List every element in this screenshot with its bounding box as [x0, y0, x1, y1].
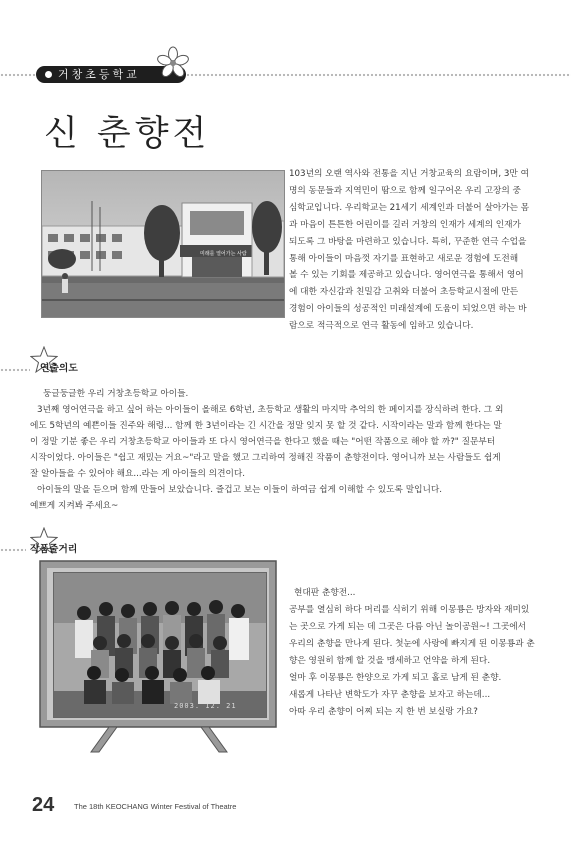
synopsis-line: 현대판 춘향전...: [294, 588, 356, 598]
purpose-line: 이 정말 기분 좋은 우리 거창초등학교 아이들과 또 다시 영어연극을 한다고 했을 때는 "어떤 작품으로 해야 할 까?" 질문부터: [30, 437, 496, 447]
intro-line: 람으로 적극적으로 연극 활동에 임하고 있습니다.: [289, 321, 474, 332]
group-photo: [53, 572, 267, 718]
intro-line: 에 대한 자신감과 친밀감 고취와 더불어 초등학교시절에 만든: [289, 287, 519, 298]
header-dotted-line-right: [186, 73, 571, 78]
intro-line: 심학교입니다. 우리학교는 21세기 세계인과 더불어 살아가는 몸: [289, 202, 530, 213]
synopsis-line: 얼마 후 이몽룡은 한양으로 가게 되고 홀로 남게 된 춘향.: [289, 673, 502, 683]
header-dotted-line-left: [0, 73, 38, 78]
school-building-photo: [41, 170, 285, 318]
intro-line: 경험이 아이들의 성공적인 미래설계에 도움이 되었으면 하는 바: [289, 304, 527, 315]
purpose-line: 시작이었다. 아이들은 "쉽고 재밌는 거요~"라고 말을 했고 그리하여 정해진 작품이 춘향전이다. 영어니까 보는 사람들도 쉽게: [30, 453, 501, 463]
intro-line: 과 마음이 튼튼한 어린이를 길러 거창의 인재가 세계의 인재가: [289, 219, 521, 230]
purpose-line: 예쁘게 지켜봐 주세요~: [30, 501, 119, 511]
synopsis-dotted-line: [0, 548, 26, 553]
synopsis-line: 우리의 춘향을 만나게 된다. 첫눈에 사랑에 빠지게 된 이몽룡과 춘: [289, 639, 535, 649]
synopsis-line: 향은 영원히 함께 할 것을 맹세하고 언약을 하게 된다.: [289, 656, 491, 666]
purpose-line: 3년째 영어연극을 하고 싶어 하는 아이들이 올해로 6학년, 초등학교 생활의 마지막 추억의 한 페이지를 장식하려 한다. 그 외: [37, 405, 504, 415]
page-number: 24: [32, 794, 55, 816]
purpose-line: 에도 5학년의 예쁜이들 진주와 해령... 함께 한 3년이라는 긴 시간을 정말 잊지 못 할 것 같다. 시작이라는 말과 함께 한다는 말: [30, 421, 502, 431]
intro-line: 되도록 그 바탕을 마련하고 있습니다. 특히, 꾸준한 연극 수업을: [289, 236, 527, 247]
purpose-heading: 연출의도: [40, 363, 78, 374]
purpose-line: 아이들의 말을 듣으며 함께 만들어 보았습니다. 즐겁고 보는 이들이 하여금 쉽게 이해할 수 있도록 말입니다.: [37, 485, 443, 495]
photo-date-stamp: 2003. 12. 21: [174, 702, 237, 710]
tag-bullet-icon: [45, 71, 52, 78]
flower-icon: [156, 46, 190, 80]
page-title: 신 춘향전: [44, 114, 211, 154]
intro-line: 명의 동문들과 지역민이 땀으로 함께 일구어온 우리 고장의 중: [289, 185, 521, 196]
synopsis-line: 는 곳으로 가게 되는 데 그곳은 다름 아닌 놀이공원~! 그곳에서: [289, 622, 527, 632]
tag-label: 거창초등학교: [58, 68, 140, 81]
intro-line: 통해 아이들이 마음껏 자기를 표현하고 새로운 경험에 도전해: [289, 253, 519, 264]
purpose-line: 둥글둥글한 우리 거창초등학교 아이들.: [43, 389, 189, 399]
school-intro-paragraph: [289, 166, 535, 335]
intro-line: 103년의 오랜 역사와 전통을 지닌 거창교육의 요람이며, 3만 여: [289, 169, 529, 179]
school-sign-text: 미래를 열어가는 사람: [200, 251, 247, 257]
purpose-dotted-line: [0, 368, 30, 373]
synopsis-line: 아따 우리 춘향이 어찌 되는 지 한 번 보실랑 가요?: [289, 707, 478, 717]
synopsis-line: 새롭게 나타난 변학도가 자꾸 춘향을 보자고 하는데...: [289, 690, 491, 700]
purpose-line: 잘 알아들을 수 있어야 해요...라는 게 아이들의 의견이다.: [30, 469, 246, 479]
intro-line: 볼 수 있는 기회를 제공하고 있습니다. 영어연극을 통해서 영어: [289, 270, 524, 281]
synopsis-heading: 작품줄거리: [30, 544, 78, 555]
publication-title: The 18th KEOCHANG Winter Festival of Theatre: [74, 802, 237, 811]
synopsis-line: 공부를 열심히 하다 머리를 식히기 위해 이몽룡은 방자와 재미있: [289, 605, 530, 615]
